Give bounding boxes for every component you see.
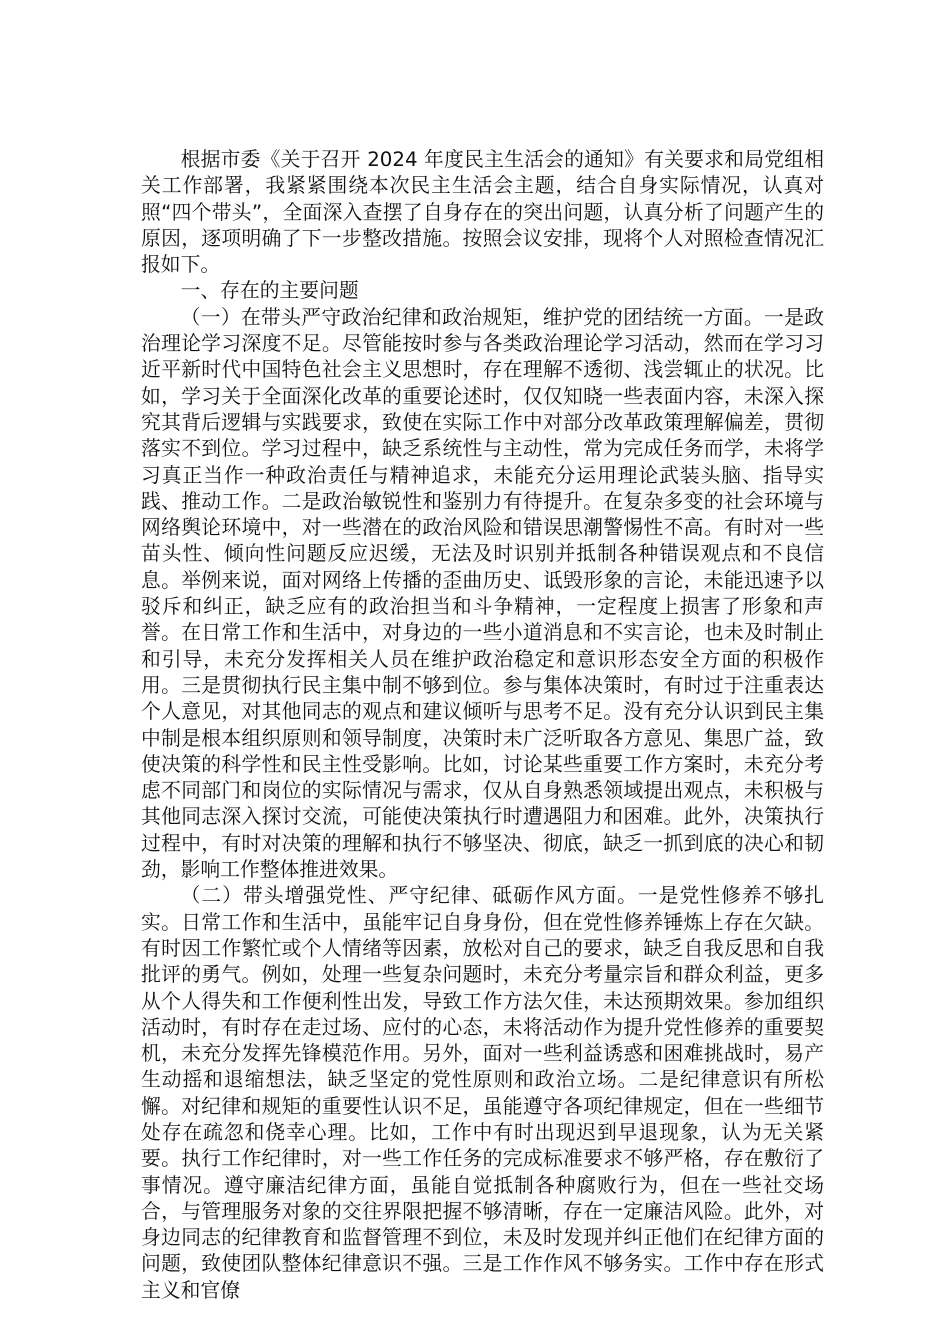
subsection-paragraph-2: （二）带头增强党性、严守纪律、砥砺作风方面。一是党性修养不够扎实。日常工作和生活中，虽能牢记自身身份，但在党性修养锤炼上存在欠缺。有时因工作繁忙或个人情绪等因素，放松对自己的要求，缺乏自我反思和自我批评的勇气。例如，处理一些复杂问题时，未充分考量宗旨和群众利益，更多从个人得失和工作便利性出发，导致工作方法欠佳，未达预期效果。参加组织活动时，有时存在走过场、应付的心态，未将活动作为提升党性修养的重要契机，未充分发挥先锋模范作用。另外，面对一些利益诱惑和困难挑战时，易产生动摇和退缩想法，缺乏坚定的党性原则和政治立场。二是纪律意识有所松懈。对纪律和规矩的重要性认识不足，虽能遵守各项纪律规定，但在一些细节处存在疏忽和侥幸心理。比如，工作中有时出现迟到早退现象，认为无关紧要。执行工作纪律时，对一些工作任务的完成标准要求不够严格，存在敷衍了事情况。遵守廉洁纪律方面，虽能自觉抵制各种腐败行为，但在一些社交场合，与管理服务对象的交往界限把握不够清晰，存在一定廉洁风险。此外，对身边同志的纪律教育和监督管理不到位，未及时发现并纠正他们在纪律方面的问题，致使团队整体纪律意识不强。三是工作作风不够务实。工作中存在形式主义和官僚 bbox=[141, 884, 824, 1302]
subsection-paragraph-1: （一）在带头严守政治纪律和政治规矩，维护党的团结统一方面。一是政治理论学习深度不足。尽管能按时参与各类政治理论学习活动，然而在学习习近平新时代中国特色社会主义思想时，存在理解不透彻、浅尝辄止的状况。比如，学习关于全面深化改革的重要论述时，仅仅知晓一些表面内容，未深入探究其背后逻辑与实践要求，致使在实际工作中对部分改革政策理解偏差，贯彻落实不到位。学习过程中，缺乏系统性与主动性，常为完成任务而学，未将学习真正当作一种政治责任与精神追求，未能充分运用理论武装头脑、指导实践、推动工作。二是政治敏锐性和鉴别力有待提升。在复杂多变的社会环境与网络舆论环境中，对一些潜在的政治风险和错误思潮警惕性不高。有时对一些苗头性、倾向性问题反应迟缓，无法及时识别并抵制各种错误观点和不良信息。举例来说，面对网络上传播的歪曲历史、诋毁形象的言论，未能迅速予以驳斥和纠正，缺乏应有的政治担当和斗争精神，一定程度上损害了形象和声誉。在日常工作和生活中，对身边的一些小道消息和不实言论，也未及时制止和引导，未充分发挥相关人员在维护政治稳定和意识形态安全方面的积极作用。三是贯彻执行民主集中制不够到位。参与集体决策时，有时过于注重表达个人意见，对其他同志的观点和建议倾听与思考不足。没有充分认识到民主集中制是根本组织原则和领导制度，决策时未广泛听取各方意见、集思广益，致使决策的科学性和民主性受影响。比如，讨论某些重要工作方案时，未充分考虑不同部门和岗位的实际情况与需求，仅从自身熟悉领域提出观点，未积极与其他同志深入探讨交流，可能使决策执行时遭遇阻力和困难。此外，决策执行过程中，有时对决策的理解和执行不够坚决、彻底，缺乏一抓到底的决心和韧劲，影响工作整体推进效果。 bbox=[141, 305, 824, 882]
section-heading-main-problems: 一、存在的主要问题 bbox=[180, 279, 359, 303]
intro-paragraph: 根据市委《关于召开 2024 年度民主生活会的通知》有关要求和局党组相关工作部署，我紧紧围绕本次民主生活会主题，结合自身实际情况，认真对照“四个带头”，全面深入查摆了自身存在的突出问题，认真分析了问题产生的原因，逐项明确了下一步整改措施。按照会议安排，现将个人对照检查情况汇报如下。 bbox=[141, 148, 824, 277]
document-body bbox=[141, 147, 824, 1304]
